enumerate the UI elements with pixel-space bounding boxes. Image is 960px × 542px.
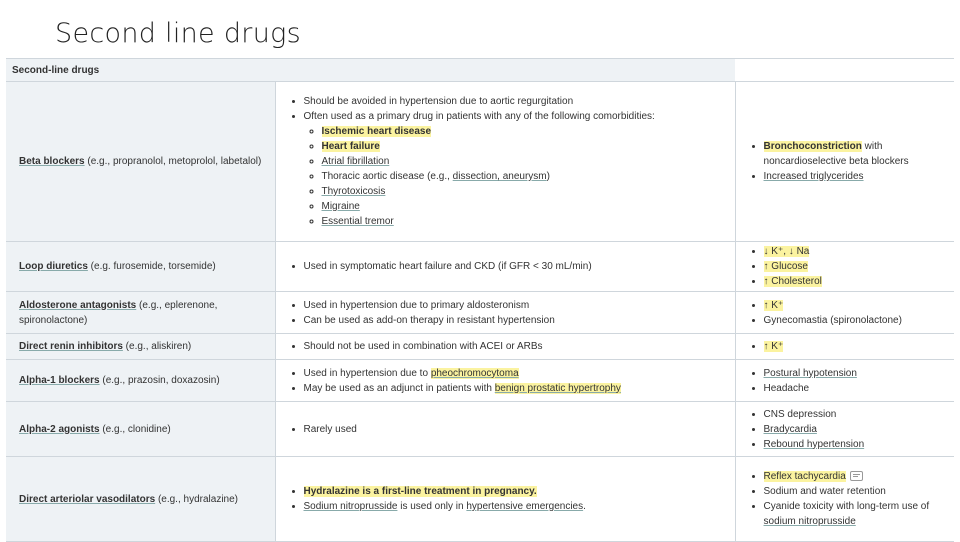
table-row bbox=[6, 334, 954, 360]
indication-cell bbox=[275, 292, 735, 334]
table-row bbox=[6, 402, 954, 457]
list-item bbox=[322, 154, 729, 169]
drug-examples: (e.g., eplerenone, spironolactone) bbox=[19, 299, 218, 326]
drug-cell bbox=[6, 242, 275, 292]
note-icon[interactable] bbox=[850, 471, 863, 481]
drug-name[interactable]: Alpha-1 blockers bbox=[19, 375, 100, 386]
list-item bbox=[322, 184, 729, 199]
table-header: Second-line drugs bbox=[6, 59, 735, 82]
list-item: • Gynecomastia (spironolactone) bbox=[764, 313, 949, 328]
drug-examples: (e.g., clonidine) bbox=[99, 423, 171, 435]
drug-name[interactable]: Beta blockers bbox=[19, 156, 85, 167]
link-text[interactable]: hypertensive emergencies bbox=[466, 501, 584, 512]
highlight-text: ↑ Cholesterol bbox=[763, 276, 822, 287]
list-item bbox=[764, 298, 949, 313]
highlight-text: Heart failure bbox=[321, 141, 380, 152]
adverse-effect-cell bbox=[735, 292, 954, 334]
list-item: • Rarely used bbox=[304, 422, 729, 437]
link-text[interactable]: Rebound hypertension bbox=[763, 438, 865, 450]
slide-title: Second line drugs bbox=[55, 18, 301, 49]
link-text[interactable]: dissection, aneurysm bbox=[452, 171, 547, 182]
highlight-text: ↑ Glucose bbox=[763, 261, 808, 272]
highlight-link[interactable]: pheochromocytoma bbox=[430, 367, 519, 379]
list-item bbox=[764, 274, 949, 289]
link-text[interactable]: sodium nitroprusside bbox=[763, 516, 856, 527]
highlight-link[interactable]: benign prostatic hypertrophy bbox=[494, 382, 621, 394]
list-item bbox=[304, 484, 729, 499]
adverse-effect-cell bbox=[735, 242, 954, 292]
adverse-effect-cell bbox=[735, 360, 954, 402]
list-item bbox=[764, 469, 949, 484]
link-text[interactable]: Increased triglycerides bbox=[763, 171, 864, 182]
list-item: • Can be used as add-on therapy in resistant hypertension bbox=[304, 313, 729, 328]
adverse-effect-cell bbox=[735, 457, 954, 542]
list-item: • Sodium and water retention bbox=[764, 484, 949, 499]
list-item bbox=[764, 366, 949, 381]
list-item bbox=[322, 199, 729, 214]
list-item-text: ) bbox=[546, 171, 550, 182]
link-text[interactable]: Sodium nitroprusside bbox=[303, 501, 398, 512]
list-item bbox=[304, 366, 729, 381]
drug-examples: (e.g., hydralazine) bbox=[155, 493, 238, 505]
highlight-text: Hydralazine is a first-line treatment in pregnancy. bbox=[303, 486, 537, 497]
drug-cell bbox=[6, 292, 275, 334]
list-item-text: Used in hypertension due to bbox=[303, 367, 431, 379]
drug-table bbox=[6, 58, 954, 542]
list-item bbox=[764, 499, 949, 529]
drug-name[interactable]: Direct renin inhibitors bbox=[19, 341, 123, 352]
table-header-row bbox=[6, 59, 954, 82]
drug-examples: (e.g. furosemide, torsemide) bbox=[87, 261, 216, 272]
highlight-text: Ischemic heart disease bbox=[321, 126, 432, 137]
table-row bbox=[6, 457, 954, 542]
table-row bbox=[6, 82, 954, 242]
list-item bbox=[304, 109, 729, 229]
link-text[interactable]: Essential tremor bbox=[321, 216, 394, 227]
indication-cell bbox=[275, 242, 735, 292]
list-item bbox=[322, 124, 729, 139]
list-item-text: Thoracic aortic disease (e.g., bbox=[321, 171, 453, 182]
table-row bbox=[6, 360, 954, 402]
indication-cell bbox=[275, 402, 735, 457]
list-item bbox=[764, 422, 949, 437]
list-item bbox=[764, 437, 949, 452]
list-item: • Headache bbox=[764, 381, 949, 396]
list-item bbox=[764, 244, 949, 259]
list-item bbox=[764, 339, 949, 354]
list-item: • CNS depression bbox=[764, 407, 949, 422]
drug-name[interactable]: Direct arteriolar vasodilators bbox=[19, 493, 156, 505]
list-item bbox=[322, 139, 729, 154]
list-item-text: Often used as a primary drug in patients with any of the following comorbidities: bbox=[303, 111, 655, 122]
list-item-text: Cyanide toxicity with long-term use of bbox=[763, 501, 930, 512]
highlight-text: ↓ K⁺, ↓ Na bbox=[763, 246, 810, 257]
indication-cell bbox=[275, 82, 735, 242]
indication-cell bbox=[275, 457, 735, 542]
adverse-effect-cell bbox=[735, 334, 954, 360]
drug-name[interactable]: Aldosterone antagonists bbox=[19, 299, 137, 311]
drug-cell bbox=[6, 82, 275, 242]
highlight-text: ↑ K⁺ bbox=[763, 299, 784, 311]
table-row bbox=[6, 292, 954, 334]
list-item: • Should not be used in combination with ACEI or ARBs bbox=[304, 339, 729, 354]
drug-name[interactable]: Loop diuretics bbox=[19, 261, 88, 272]
drug-cell bbox=[6, 334, 275, 360]
highlight-text: ↑ K⁺ bbox=[763, 341, 784, 352]
list-item: • Should be avoided in hypertension due to aortic regurgitation bbox=[304, 94, 729, 109]
list-item bbox=[304, 381, 729, 396]
list-item: • Used in hypertension due to primary aldosteronism bbox=[304, 298, 729, 313]
drug-cell bbox=[6, 360, 275, 402]
adverse-effect-cell bbox=[735, 402, 954, 457]
drug-cell bbox=[6, 402, 275, 457]
list-item-text: is used only in bbox=[397, 501, 467, 512]
indication-cell bbox=[275, 360, 735, 402]
adverse-effect-cell bbox=[735, 82, 954, 242]
drug-name[interactable]: Alpha-2 agonists bbox=[19, 423, 100, 435]
highlight-text: Reflex tachycardia bbox=[763, 471, 846, 482]
indication-cell bbox=[275, 334, 735, 360]
drug-examples: (e.g., prazosin, doxazosin) bbox=[99, 375, 220, 386]
link-text[interactable]: Postural hypotension bbox=[763, 367, 857, 379]
list-item-text: with noncardioselective beta blockers bbox=[763, 141, 909, 167]
highlight-text: Bronchoconstriction bbox=[763, 141, 862, 152]
list-item-text: May be used as an adjunct in patients with bbox=[303, 382, 495, 394]
link-text[interactable]: Atrial fibrillation bbox=[321, 156, 390, 167]
list-item bbox=[322, 214, 729, 229]
table-row bbox=[6, 242, 954, 292]
list-item bbox=[764, 259, 949, 274]
link-text[interactable]: Migraine bbox=[321, 201, 360, 212]
drug-examples: (e.g., aliskiren) bbox=[122, 341, 192, 352]
list-item bbox=[764, 169, 949, 184]
list-item-text: . bbox=[583, 501, 586, 512]
list-item: • Used in symptomatic heart failure and CKD (if GFR < 30 mL/min) bbox=[304, 259, 729, 274]
drug-cell bbox=[6, 457, 275, 542]
list-item bbox=[764, 139, 949, 169]
list-item bbox=[322, 169, 729, 184]
link-text[interactable]: Thyrotoxicosis bbox=[321, 186, 386, 197]
list-item bbox=[304, 499, 729, 514]
drug-examples: (e.g., propranolol, metoprolol, labetalol) bbox=[84, 156, 262, 167]
link-text[interactable]: Bradycardia bbox=[763, 423, 817, 435]
